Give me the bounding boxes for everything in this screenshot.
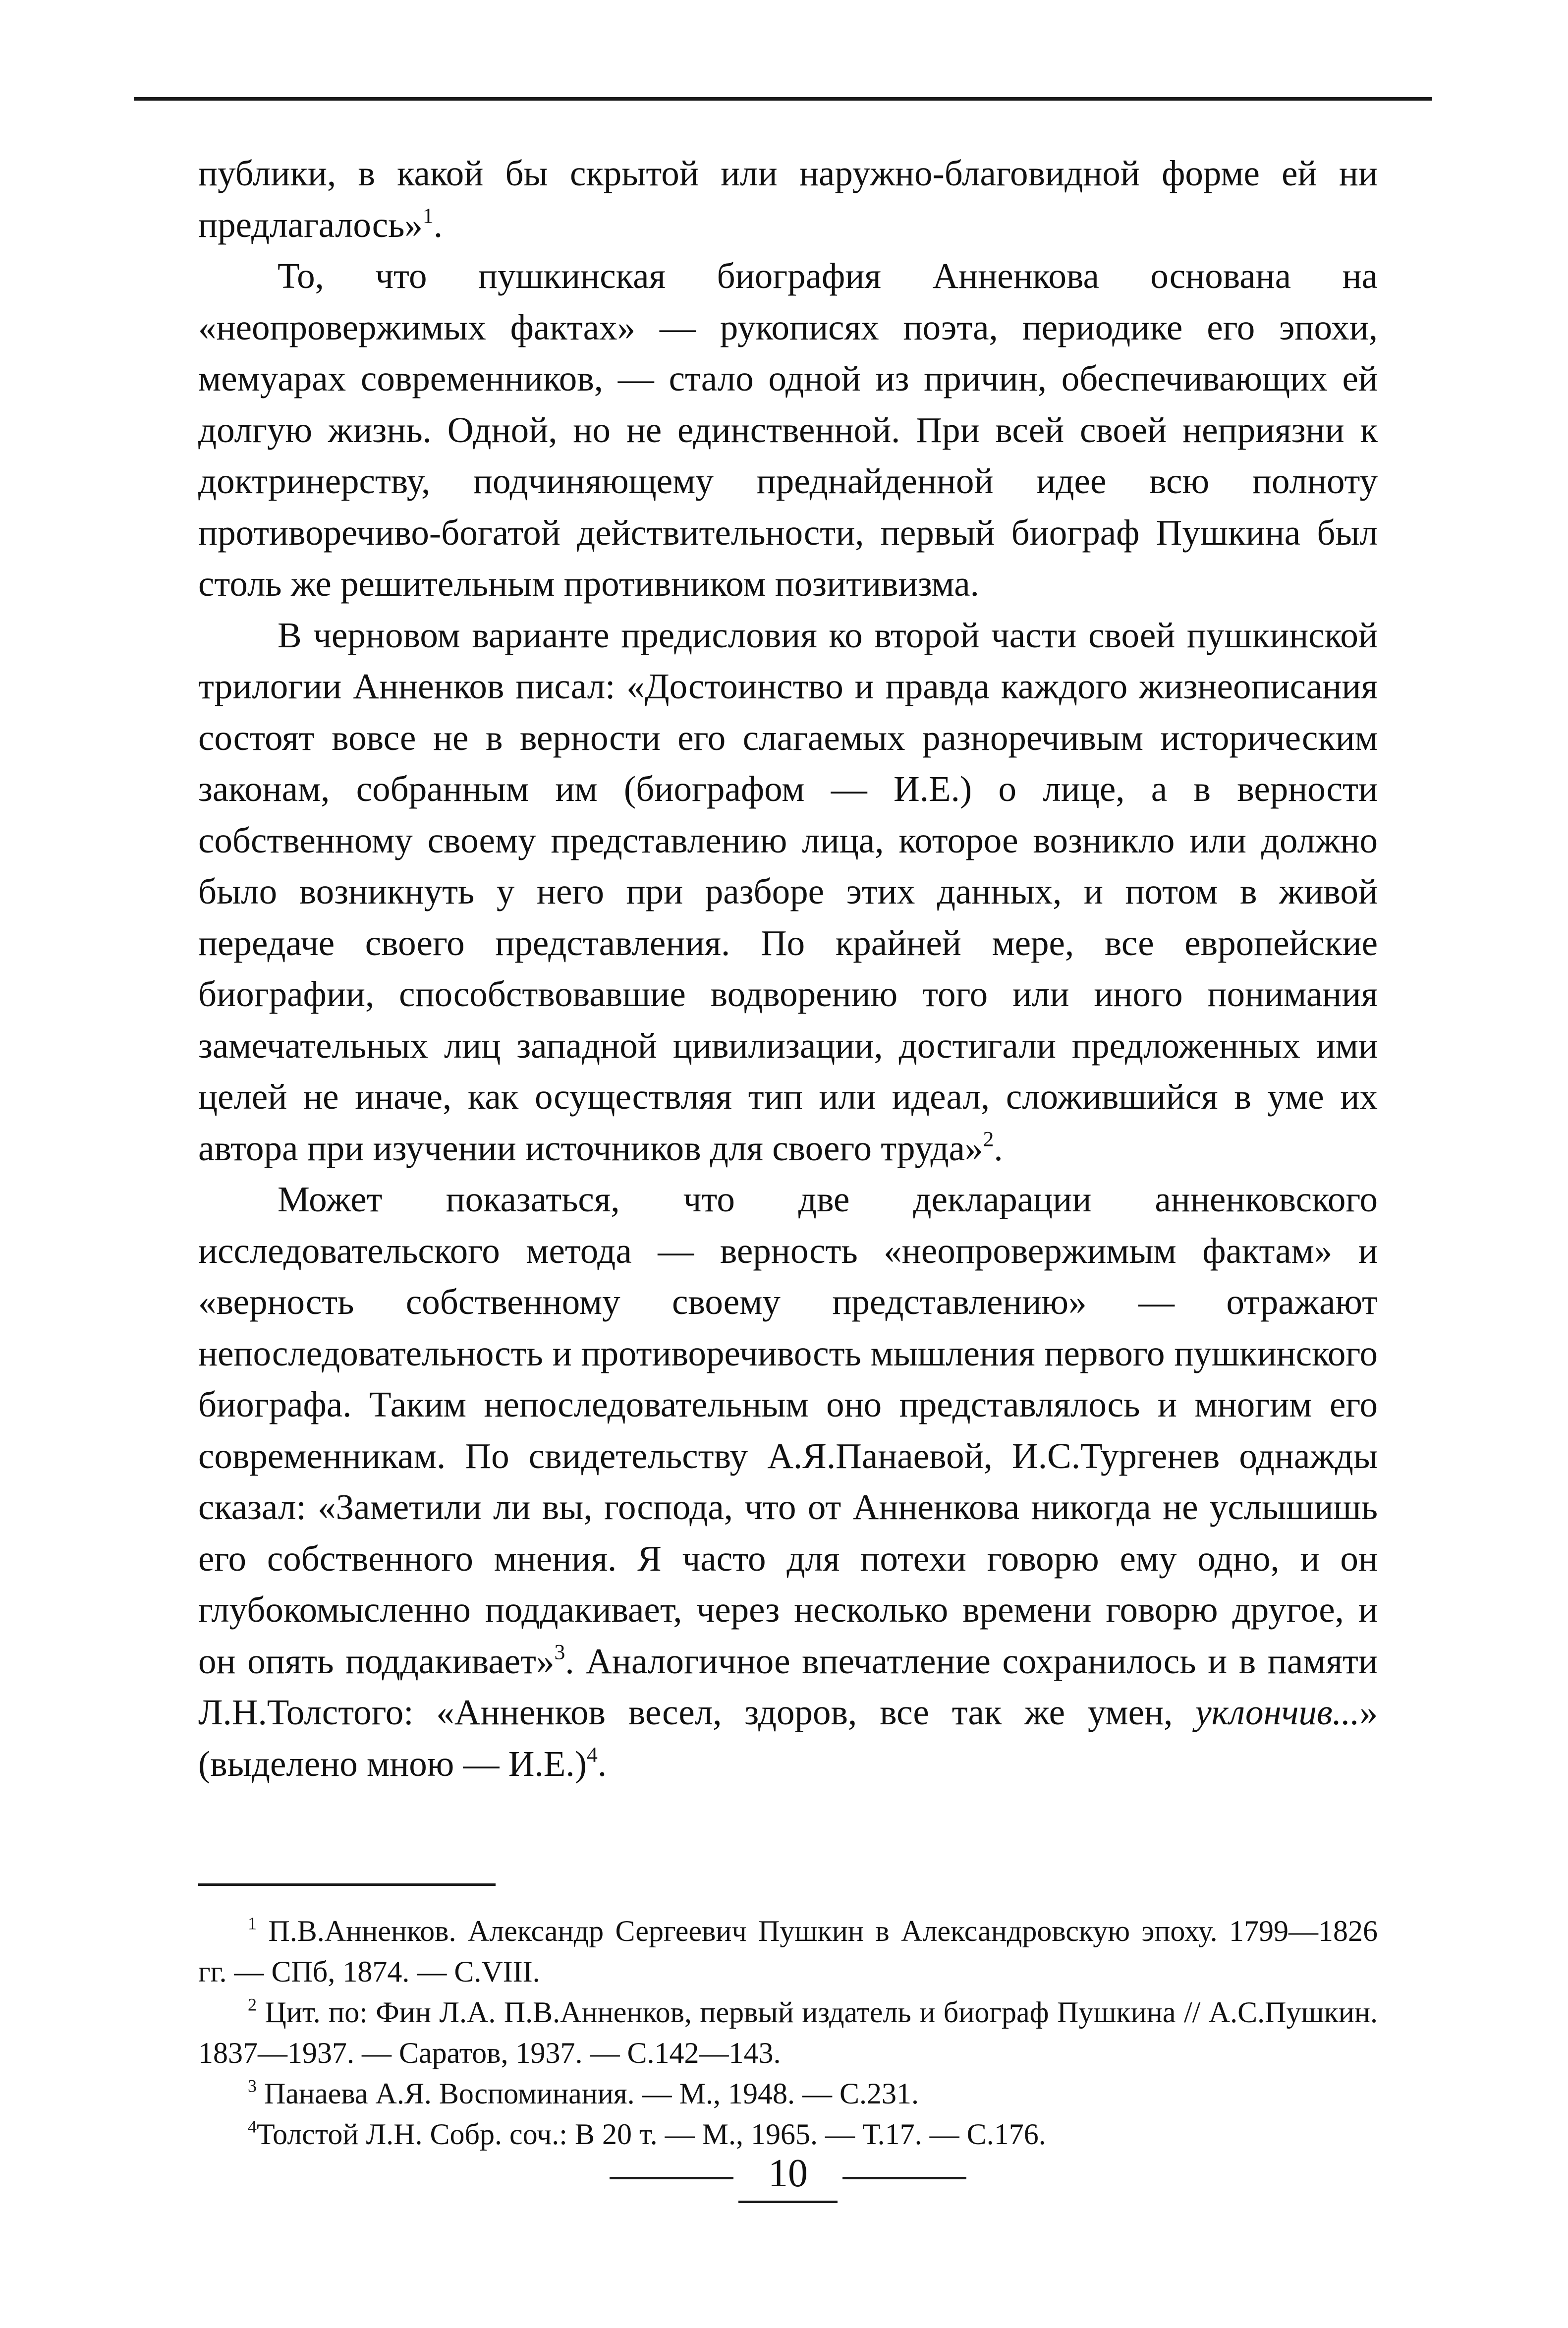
paragraph-4-text: Может показаться, что две декларации анненковского исследовательского метода — верность «неопровержимым фактам» и «верность собственному своему представлению» — отражают непоследовательность и противоречивость мышления первого пушкинского биографа. Таким непоследовательным оно представлялось и многим его современникам. По свидетельству А.Я.Панаевой, И.С.Тургенев однажды сказал: «Заметили ли вы, господа, что от Анненкова никогда не услышишь его собственного мнения. Я часто для потехи говорю ему одно, и он глубокомысленно поддакивает, через несколько времени говорю другое, и он опять поддакивает» bbox=[198, 1179, 1378, 1681]
paragraph-3-text: В черновом варианте предисловия ко второй части своей пушкинской трилогии Анненков писал: «Достоинство и правда каждого жизнеописания состоят вовсе не в верности его слагаемых разноречивым историческим законам, собранным им (биографом — И.Е.) о лице, а в верности собственному своему представлению лица, которое возникло или должно было возникнуть у него при разборе этих данных, и потом в живой передаче своего представления. По крайней мере, все европейские биографии, способствовавшие водворению того или иного понимания замечательных лиц западной цивилизации, достигали предложенных ими целей не иначе, как осуществляя тип или идеал, сложившийся в уме их автора при изучении источников для своего труда» bbox=[198, 615, 1378, 1168]
header-rule bbox=[134, 97, 1432, 101]
footnote-ref-1: 1 bbox=[422, 204, 434, 228]
page-number: 10 bbox=[738, 2146, 838, 2203]
footnote-number: 2 bbox=[248, 1994, 257, 2015]
paragraph-1-tail: . bbox=[433, 204, 443, 245]
page-footer bbox=[0, 2146, 1568, 2206]
footnote-number: 4 bbox=[248, 2116, 257, 2137]
footnote-number: 3 bbox=[248, 2076, 257, 2096]
paragraph-3 bbox=[198, 610, 1378, 1174]
main-text bbox=[198, 148, 1378, 1789]
paragraph-4-tail: . Аналогичное впечатление сохранилось и в памяти Л.Н.Толстого: «Анненков весел, здоров, все так же умен, bbox=[198, 1641, 1378, 1732]
footnote-number: 1 bbox=[248, 1913, 257, 1933]
footnote-separator bbox=[198, 1883, 496, 1886]
paragraph-2 bbox=[198, 250, 1378, 610]
footer-rule-right bbox=[842, 2177, 966, 2179]
footer-rule-left bbox=[610, 2177, 733, 2179]
footnote-2 bbox=[198, 1992, 1378, 2073]
paragraph-1-text: публики, в какой бы скрытой или наружно-благовидной форме ей ни предлагалось» bbox=[198, 153, 1378, 245]
footnote-text: П.В.Анненков. Александр Сергеевич Пушкин в Александровскую эпоху. 1799—1826 гг. — СПб, 1874. — С.VIII. bbox=[198, 1915, 1378, 1988]
paragraph-4-tail-2: » (выделено мною — И.Е.) bbox=[198, 1692, 1378, 1784]
footnote-ref-2: 2 bbox=[983, 1127, 994, 1151]
paragraph-3-tail: . bbox=[994, 1128, 1003, 1168]
paragraph-2-text: То, что пушкинская биография Анненкова основана на «неопровержимых фактах» — рукописях поэта, периодике его эпохи, мемуарах современников, — стало одной из причин, обеспечивающих ей долгую жизнь. Одной, но не единственной. При всей своей неприязни к доктринерству, подчиняющему преднайденной идее всю полноту противоречиво-богатой действительности, первый биограф Пушкина был столь же решительным противником позитивизма. bbox=[198, 256, 1378, 604]
italic-quote: уклончив... bbox=[1195, 1692, 1360, 1732]
footnote-ref-4: 4 bbox=[586, 1743, 598, 1767]
footnote-3 bbox=[198, 2073, 1378, 2114]
paragraph-4-tail-3: . bbox=[597, 1743, 607, 1784]
footnote-ref-3: 3 bbox=[554, 1640, 565, 1664]
footnote-text: Толстой Л.Н. Собр. соч.: В 20 т. — М., 1965. — Т.17. — С.176. bbox=[257, 2118, 1046, 2151]
footnote-1 bbox=[198, 1911, 1378, 1992]
footnotes bbox=[198, 1911, 1378, 2155]
footnote-text: Панаева А.Я. Воспоминания. — М., 1948. — С.231. bbox=[264, 2077, 919, 2110]
paragraph-4 bbox=[198, 1174, 1378, 1789]
paragraph-1 bbox=[198, 148, 1378, 250]
footnote-text: Цит. по: Фин Л.А. П.В.Анненков, первый издатель и биограф Пушкина // А.С.Пушкин. 1837—1937. — Саратов, 1937. — С.142—143. bbox=[198, 1996, 1378, 2069]
